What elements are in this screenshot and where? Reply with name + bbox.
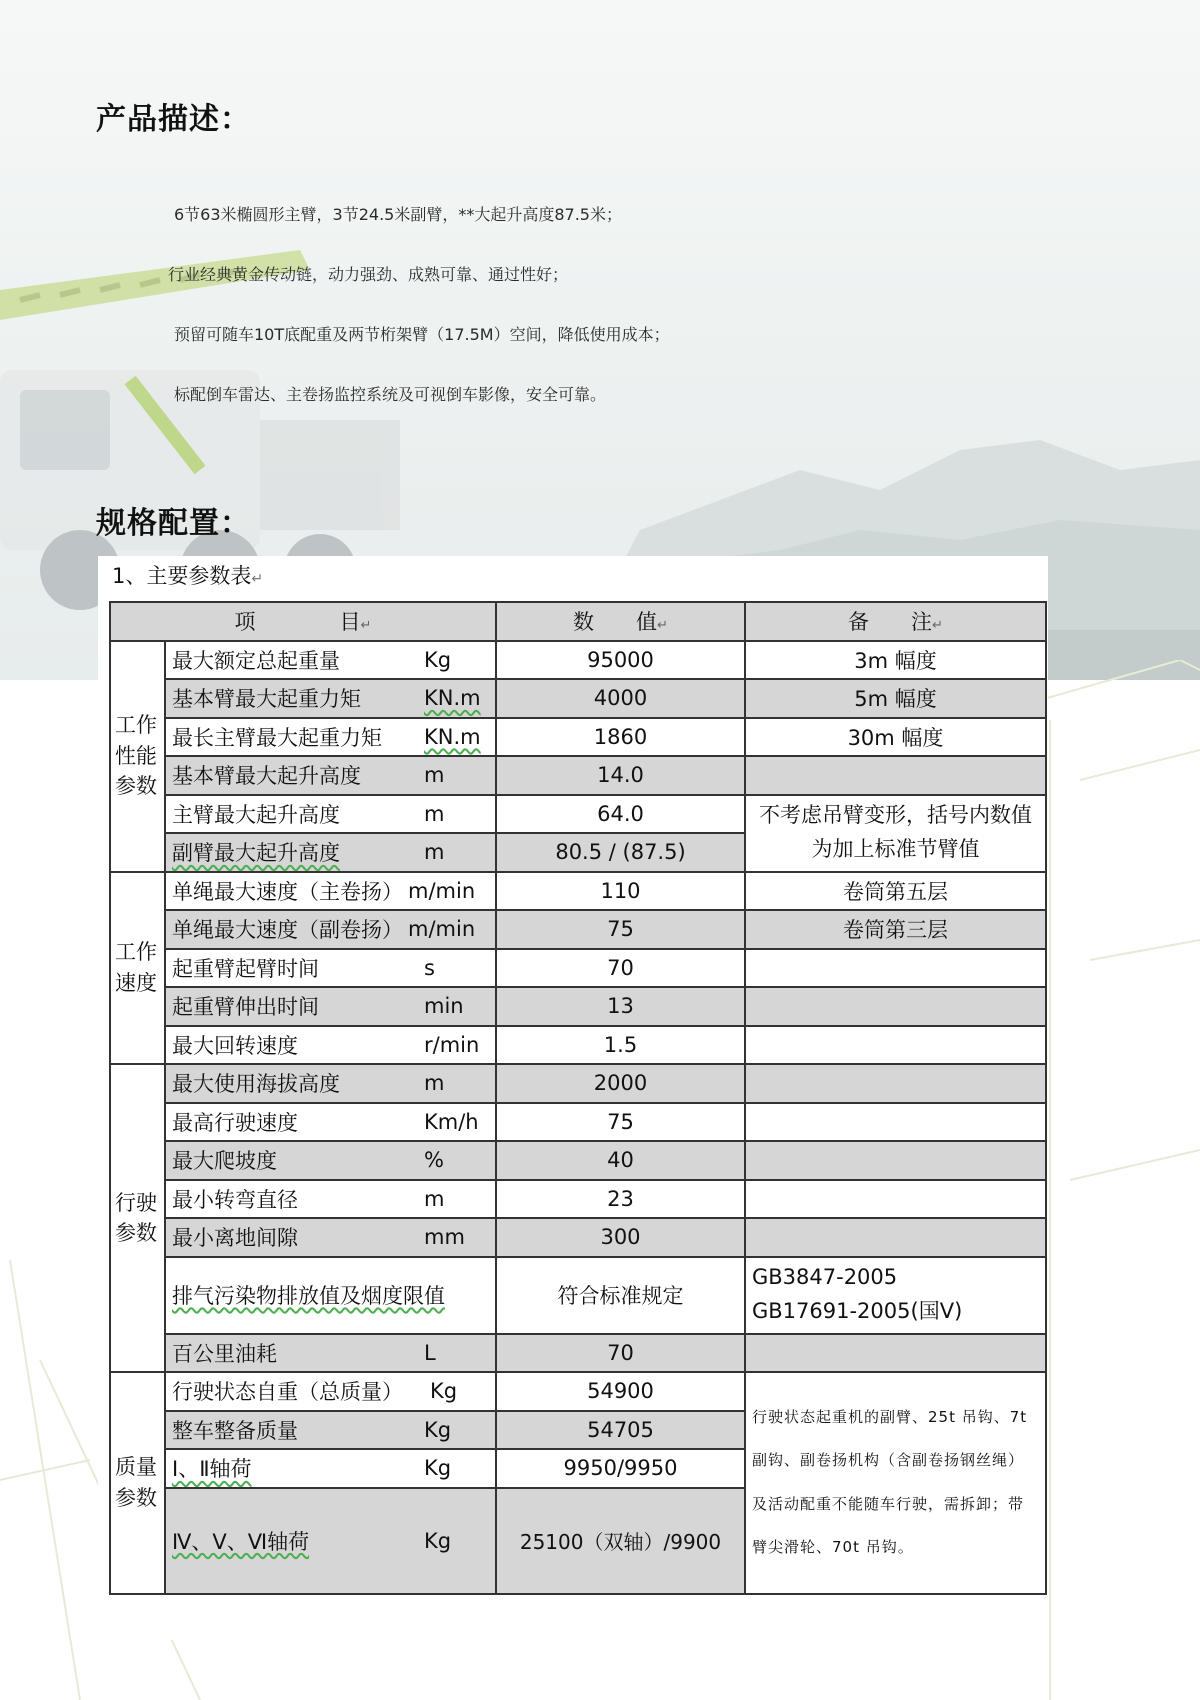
param-unit: m xyxy=(424,840,445,865)
param-note xyxy=(745,756,1046,795)
param-note xyxy=(745,949,1046,988)
param-name: 最大使用海拔高度 xyxy=(172,1072,340,1097)
param-name: 最长主臂最大起重力矩 xyxy=(172,725,382,750)
description-line: 行业经典黄金传动链，动力强劲、成熟可靠、通过性好； xyxy=(168,265,569,284)
param-note xyxy=(745,1026,1046,1065)
group-label-driving: 行驶参数 xyxy=(110,1064,165,1372)
header-item: 项 目↵ xyxy=(110,602,496,641)
param-value: 25100（双轴）/9900 xyxy=(496,1488,745,1594)
param-value: 9950/9950 xyxy=(496,1449,745,1488)
param-value: 300 xyxy=(496,1218,745,1257)
table-row xyxy=(110,910,1046,949)
param-name: 整车整备质量 xyxy=(172,1418,298,1443)
param-unit: Kg xyxy=(430,1379,458,1404)
param-name: Ⅰ、Ⅱ轴荷 xyxy=(172,1457,252,1482)
table-row xyxy=(110,949,1046,988)
param-name: 最大回转速度 xyxy=(172,1033,298,1058)
spec-configuration-heading: 规格配置： xyxy=(96,506,251,541)
table-row xyxy=(110,1257,1046,1334)
param-unit: min xyxy=(424,994,464,1019)
description-line: 6节63米椭圆形主臂，3节24.5米副臂，**大起升高度87.5米； xyxy=(174,205,622,224)
table-row xyxy=(110,1180,1046,1219)
param-value: 54705 xyxy=(496,1411,745,1450)
table-row xyxy=(110,679,1046,718)
param-name: 排气污染物排放值及烟度限值 xyxy=(172,1284,445,1308)
table-row xyxy=(110,795,1046,834)
table-row xyxy=(110,1064,1046,1103)
param-unit: KN.m xyxy=(424,724,481,749)
param-value: 2000 xyxy=(496,1064,745,1103)
param-value: 75 xyxy=(496,910,745,949)
param-name: 基本臂最大起重力矩 xyxy=(172,687,361,712)
param-note: 卷筒第三层 xyxy=(745,910,1046,949)
param-name: 起重臂起臂时间 xyxy=(172,956,319,981)
param-unit: KN.m xyxy=(424,686,481,711)
param-name: 百公里油耗 xyxy=(172,1341,277,1366)
table-row xyxy=(110,1372,1046,1411)
param-note: 不考虑吊臂变形，括号内数值为加上标准节臂值 xyxy=(745,795,1046,872)
param-name: 副臂最大起升高度 xyxy=(172,841,340,866)
param-unit: % xyxy=(424,1148,444,1173)
table-row xyxy=(110,872,1046,911)
param-note: 卷筒第五层 xyxy=(745,872,1046,911)
param-name: 单绳最大速度（副卷扬） xyxy=(172,918,403,943)
param-name: 单绳最大速度（主卷扬） xyxy=(172,879,403,904)
group-label-mass: 质量参数 xyxy=(110,1372,165,1594)
param-unit: m xyxy=(424,1186,445,1211)
note-line: GB17691-2005(国Ⅴ) xyxy=(752,1299,963,1323)
table-row xyxy=(110,1141,1046,1180)
param-name: 最高行驶速度 xyxy=(172,1110,298,1135)
param-value: 23 xyxy=(496,1180,745,1219)
table-header-row xyxy=(110,602,1046,641)
param-unit: Kg xyxy=(424,1528,452,1553)
param-value: 95000 xyxy=(496,641,745,680)
table-row xyxy=(110,987,1046,1026)
description-line: 预留可随车10T底配重及两节桁架臂（17.5M）空间，降低使用成本； xyxy=(174,325,670,344)
main-parameters-table xyxy=(109,601,1047,1595)
param-note xyxy=(745,1180,1046,1219)
table-row xyxy=(110,1103,1046,1142)
param-note xyxy=(745,1103,1046,1142)
param-name: 最大爬坡度 xyxy=(172,1149,277,1174)
param-note: 5m 幅度 xyxy=(745,679,1046,718)
header-note: 备 注↵ xyxy=(745,602,1046,641)
param-note xyxy=(745,1141,1046,1180)
param-value: 110 xyxy=(496,872,745,911)
param-unit: L xyxy=(424,1340,436,1365)
param-name: 行驶状态自重（总质量） xyxy=(172,1380,403,1405)
note-line: GB3847-2005 xyxy=(752,1265,898,1290)
param-name: 最小转弯直径 xyxy=(172,1187,298,1212)
param-note: 30m 幅度 xyxy=(745,718,1046,757)
table-row xyxy=(110,641,1046,680)
param-unit: r/min xyxy=(424,1032,480,1057)
param-unit: Kg xyxy=(424,1456,452,1481)
group-label-performance: 工作性能参数 xyxy=(110,641,165,872)
param-name: 最大额定总起重量 xyxy=(172,648,340,673)
param-note: 3m 幅度 xyxy=(745,641,1046,680)
param-value: 70 xyxy=(496,1334,745,1373)
param-value: 40 xyxy=(496,1141,745,1180)
param-note xyxy=(745,1218,1046,1257)
param-unit: m xyxy=(424,1071,445,1096)
param-name: 起重臂伸出时间 xyxy=(172,995,319,1020)
param-unit: m xyxy=(424,763,445,788)
param-value: 80.5 / (87.5) xyxy=(496,833,745,872)
param-unit: mm xyxy=(424,1225,465,1250)
param-unit: Km/h xyxy=(424,1109,479,1134)
param-name: 主臂最大起升高度 xyxy=(172,802,340,827)
description-line: 标配倒车雷达、主卷扬监控系统及可视倒车影像，安全可靠。 xyxy=(174,385,607,404)
header-value: 数 值↵ xyxy=(496,602,745,641)
param-unit: m/min xyxy=(408,917,476,942)
param-unit: m/min xyxy=(408,878,476,903)
param-note: 行驶状态起重机的副臂、25t 吊钩、7t 副钩、副卷扬机构（含副卷扬钢丝绳）及活动配重不能随车行驶，需拆卸；带臂尖滑轮、70t 吊钩。 xyxy=(745,1372,1046,1594)
param-value: 符合标准规定 xyxy=(496,1257,745,1334)
table-row xyxy=(110,1026,1046,1065)
param-unit: Kg xyxy=(424,1417,452,1442)
param-unit: s xyxy=(424,955,435,980)
param-value: 13 xyxy=(496,987,745,1026)
param-note xyxy=(745,987,1046,1026)
param-value: 1860 xyxy=(496,718,745,757)
param-unit: Kg xyxy=(424,647,452,672)
param-value: 70 xyxy=(496,949,745,988)
table-row xyxy=(110,1218,1046,1257)
param-value: 75 xyxy=(496,1103,745,1142)
table-row xyxy=(110,756,1046,795)
param-note xyxy=(745,1064,1046,1103)
param-value: 64.0 xyxy=(496,795,745,834)
table-caption: 1、主要参数表↵ xyxy=(112,564,264,588)
param-value: 1.5 xyxy=(496,1026,745,1065)
param-name: 最小离地间隙 xyxy=(172,1226,298,1251)
table-row xyxy=(110,718,1046,757)
param-name: 基本臂最大起升高度 xyxy=(172,764,361,789)
param-note xyxy=(745,1334,1046,1373)
group-label-speed: 工作速度 xyxy=(110,872,165,1065)
param-unit: m xyxy=(424,801,445,826)
param-value: 4000 xyxy=(496,679,745,718)
param-note xyxy=(745,1257,1046,1334)
product-description-heading: 产品描述： xyxy=(96,102,251,137)
spec-table-panel xyxy=(98,556,1048,1640)
param-value: 14.0 xyxy=(496,756,745,795)
param-value: 54900 xyxy=(496,1372,745,1411)
table-row xyxy=(110,1334,1046,1373)
param-name: Ⅳ、Ⅴ、Ⅵ轴荷 xyxy=(172,1529,310,1554)
